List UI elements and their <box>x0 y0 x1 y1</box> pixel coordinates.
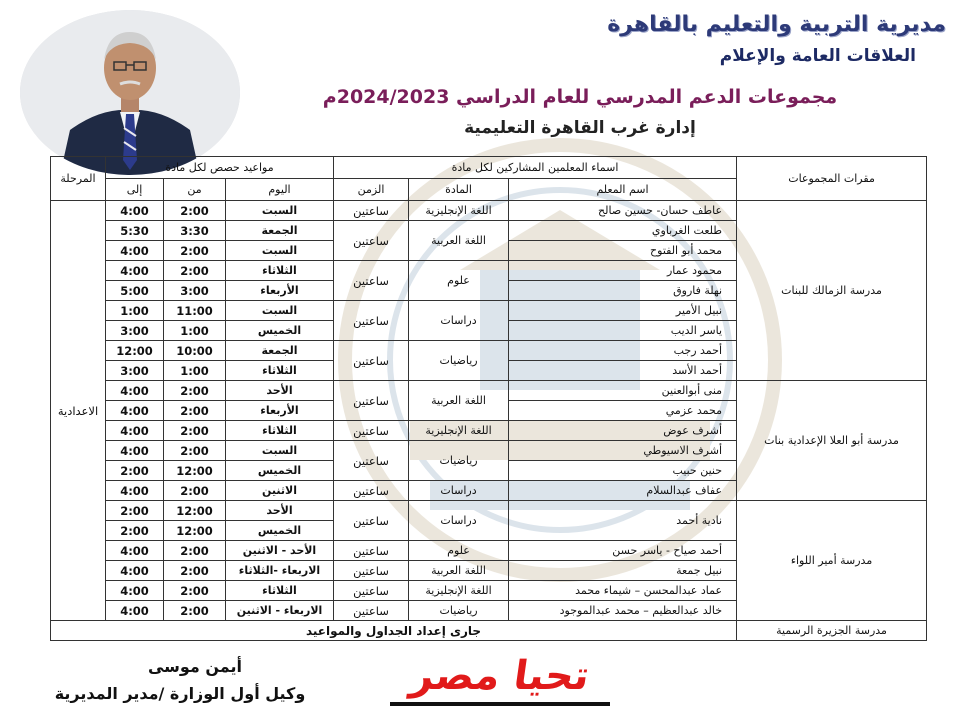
table-row <box>51 201 927 221</box>
from-cell: 2:00 <box>164 441 226 461</box>
schedule-table <box>50 156 927 641</box>
to-cell: 3:00 <box>106 361 164 381</box>
table-row <box>51 621 927 641</box>
day-cell: السبت <box>226 201 334 221</box>
subject-cell: رياضيات <box>409 601 509 621</box>
to-cell: 4:00 <box>106 401 164 421</box>
day-cell: الأربعاء <box>226 281 334 301</box>
signature-role: وكيل أول الوزارة /مدير المديرية <box>54 684 306 703</box>
duration-cell: ساعتين <box>334 201 409 221</box>
to-cell: 3:00 <box>106 321 164 341</box>
brand-logo-text: تحيا مصر <box>407 653 593 699</box>
teacher-cell: أشرف عوض <box>509 421 737 441</box>
to-cell: 4:00 <box>106 201 164 221</box>
day-cell: الخميس <box>226 521 334 541</box>
subject-cell: رياضيات <box>409 341 509 381</box>
subject-cell: اللغة الإنجليزية <box>409 201 509 221</box>
teacher-cell: محمود عمار <box>509 261 737 281</box>
duration-cell: ساعتين <box>334 441 409 481</box>
day-cell: الجمعة <box>226 221 334 241</box>
from-cell: 1:00 <box>164 361 226 381</box>
day-cell: السبت <box>226 241 334 261</box>
subject-cell: اللغة العربية <box>409 381 509 421</box>
brand-logo <box>380 650 620 712</box>
to-cell: 4:00 <box>106 561 164 581</box>
from-cell: 2:00 <box>164 401 226 421</box>
to-cell: 4:00 <box>106 441 164 461</box>
to-cell: 2:00 <box>106 501 164 521</box>
duration-cell: ساعتين <box>334 301 409 341</box>
subject-cell: دراسات <box>409 301 509 341</box>
from-cell: 12:00 <box>164 461 226 481</box>
stage-cell: الاعدادية <box>51 201 106 621</box>
directorate-title: مديرية التربية والتعليم بالقاهرة <box>607 12 946 37</box>
teacher-cell: منى أبوالعنين <box>509 381 737 401</box>
teacher-cell: عفاف عبدالسلام <box>509 481 737 501</box>
teacher-cell: نبيل جمعة <box>509 561 737 581</box>
duration-cell: ساعتين <box>334 221 409 261</box>
header-stage: المرحلة <box>51 157 106 201</box>
teacher-cell: أحمد الأسد <box>509 361 737 381</box>
from-cell: 2:00 <box>164 561 226 581</box>
teacher-cell: أشرف الاسيوطي <box>509 441 737 461</box>
header-schedule-group: مواعيد حصص لكل مادة <box>106 157 334 179</box>
header-to: إلى <box>106 179 164 201</box>
day-cell: الجمعة <box>226 341 334 361</box>
subject-cell: دراسات <box>409 481 509 501</box>
duration-cell: ساعتين <box>334 381 409 421</box>
duration-cell: ساعتين <box>334 561 409 581</box>
day-cell: السبت <box>226 441 334 461</box>
table-row <box>51 501 927 521</box>
to-cell: 4:00 <box>106 421 164 441</box>
brand-underline <box>390 702 610 706</box>
header-day: اليوم <box>226 179 334 201</box>
from-cell: 2:00 <box>164 241 226 261</box>
subject-cell: اللغة الإنجليزية <box>409 421 509 441</box>
subject-cell: اللغة العربية <box>409 561 509 581</box>
school-cell: مدرسة أمير اللواء <box>737 501 927 621</box>
signature-name: أيمن موسى <box>147 657 243 676</box>
duration-cell: ساعتين <box>334 581 409 601</box>
teacher-cell: عاطف حسان- حسين صالح <box>509 201 737 221</box>
teacher-cell: عماد عبدالمحسن – شيماء محمد <box>509 581 737 601</box>
teacher-cell: أحمد صياح - ياسر حسن <box>509 541 737 561</box>
school-cell: مدرسة الجزيرة الرسمية <box>737 621 927 641</box>
official-portrait <box>20 10 240 175</box>
from-cell: 2:00 <box>164 541 226 561</box>
from-cell: 10:00 <box>164 341 226 361</box>
day-cell: الثلاثاء <box>226 421 334 441</box>
from-cell: 2:00 <box>164 581 226 601</box>
duration-cell: ساعتين <box>334 421 409 441</box>
day-cell: الاربعاء - الاثنين <box>226 601 334 621</box>
page-title: مجموعات الدعم المدرسي للعام الدراسي 2024/2023م <box>322 86 838 108</box>
subject-cell: اللغة الإنجليزية <box>409 581 509 601</box>
from-cell: 2:00 <box>164 601 226 621</box>
to-cell: 1:00 <box>106 301 164 321</box>
subject-cell: رياضيات <box>409 441 509 481</box>
to-cell: 5:00 <box>106 281 164 301</box>
day-cell: الاربعاء -الثلاثاء <box>226 561 334 581</box>
table-header-row <box>51 157 927 179</box>
teacher-cell: نبيل الأمير <box>509 301 737 321</box>
to-cell: 12:00 <box>106 341 164 361</box>
teacher-cell: نادية أحمد <box>509 501 737 541</box>
from-cell: 3:30 <box>164 221 226 241</box>
duration-cell: ساعتين <box>334 261 409 301</box>
to-cell: 2:00 <box>106 521 164 541</box>
from-cell: 11:00 <box>164 301 226 321</box>
day-cell: الأحد <box>226 501 334 521</box>
day-cell: الثلاثاء <box>226 581 334 601</box>
to-cell: 5:30 <box>106 221 164 241</box>
header-from: من <box>164 179 226 201</box>
duration-cell: ساعتين <box>334 341 409 381</box>
school-cell: مدرسة الزمالك للبنات <box>737 201 927 381</box>
header-teachers-group: اسماء المعلمين المشاركين لكل مادة <box>334 157 737 179</box>
person-photo-icon <box>20 10 240 175</box>
from-cell: 1:00 <box>164 321 226 341</box>
pending-note: جارى إعداد الجداول والمواعيد <box>51 621 737 641</box>
to-cell: 4:00 <box>106 241 164 261</box>
to-cell: 4:00 <box>106 581 164 601</box>
day-cell: الاثنين <box>226 481 334 501</box>
teacher-cell: أحمد رجب <box>509 341 737 361</box>
to-cell: 2:00 <box>106 461 164 481</box>
to-cell: 4:00 <box>106 481 164 501</box>
subject-cell: علوم <box>409 541 509 561</box>
header-teacher: اسم المعلم <box>509 179 737 201</box>
subject-cell: علوم <box>409 261 509 301</box>
duration-cell: ساعتين <box>334 601 409 621</box>
teacher-cell: نهلة فاروق <box>509 281 737 301</box>
department-title: العلاقات العامة والإعلام <box>719 46 916 66</box>
header-subject: المادة <box>409 179 509 201</box>
header-locations: مقرات المجموعات <box>737 157 927 201</box>
header-duration: الزمن <box>334 179 409 201</box>
from-cell: 2:00 <box>164 381 226 401</box>
duration-cell: ساعتين <box>334 541 409 561</box>
day-cell: الأحد <box>226 381 334 401</box>
subject-cell: اللغة العربية <box>409 221 509 261</box>
to-cell: 4:00 <box>106 541 164 561</box>
subject-cell: دراسات <box>409 501 509 541</box>
from-cell: 12:00 <box>164 501 226 521</box>
teacher-cell: محمد أبو الفتوح <box>509 241 737 261</box>
from-cell: 2:00 <box>164 261 226 281</box>
duration-cell: ساعتين <box>334 481 409 501</box>
day-cell: الخميس <box>226 461 334 481</box>
to-cell: 4:00 <box>106 261 164 281</box>
school-cell: مدرسة أبو العلا الإعدادية بنات <box>737 381 927 501</box>
from-cell: 2:00 <box>164 201 226 221</box>
day-cell: السبت <box>226 301 334 321</box>
day-cell: الخميس <box>226 321 334 341</box>
teacher-cell: ياسر الديب <box>509 321 737 341</box>
from-cell: 12:00 <box>164 521 226 541</box>
administration-title: إدارة غرب القاهرة التعليمية <box>464 118 696 138</box>
day-cell: الثلاثاء <box>226 361 334 381</box>
from-cell: 3:00 <box>164 281 226 301</box>
to-cell: 4:00 <box>106 601 164 621</box>
day-cell: الأحد - الاثنين <box>226 541 334 561</box>
teacher-cell: طلعت الغرباوي <box>509 221 737 241</box>
duration-cell: ساعتين <box>334 501 409 541</box>
teacher-cell: حنين حبيب <box>509 461 737 481</box>
teacher-cell: خالد عبدالعظيم – محمد عبدالموجود <box>509 601 737 621</box>
day-cell: الأربعاء <box>226 401 334 421</box>
table-row <box>51 381 927 401</box>
from-cell: 2:00 <box>164 481 226 501</box>
to-cell: 4:00 <box>106 381 164 401</box>
from-cell: 2:00 <box>164 421 226 441</box>
teacher-cell: محمد عزمي <box>509 401 737 421</box>
day-cell: الثلاثاء <box>226 261 334 281</box>
